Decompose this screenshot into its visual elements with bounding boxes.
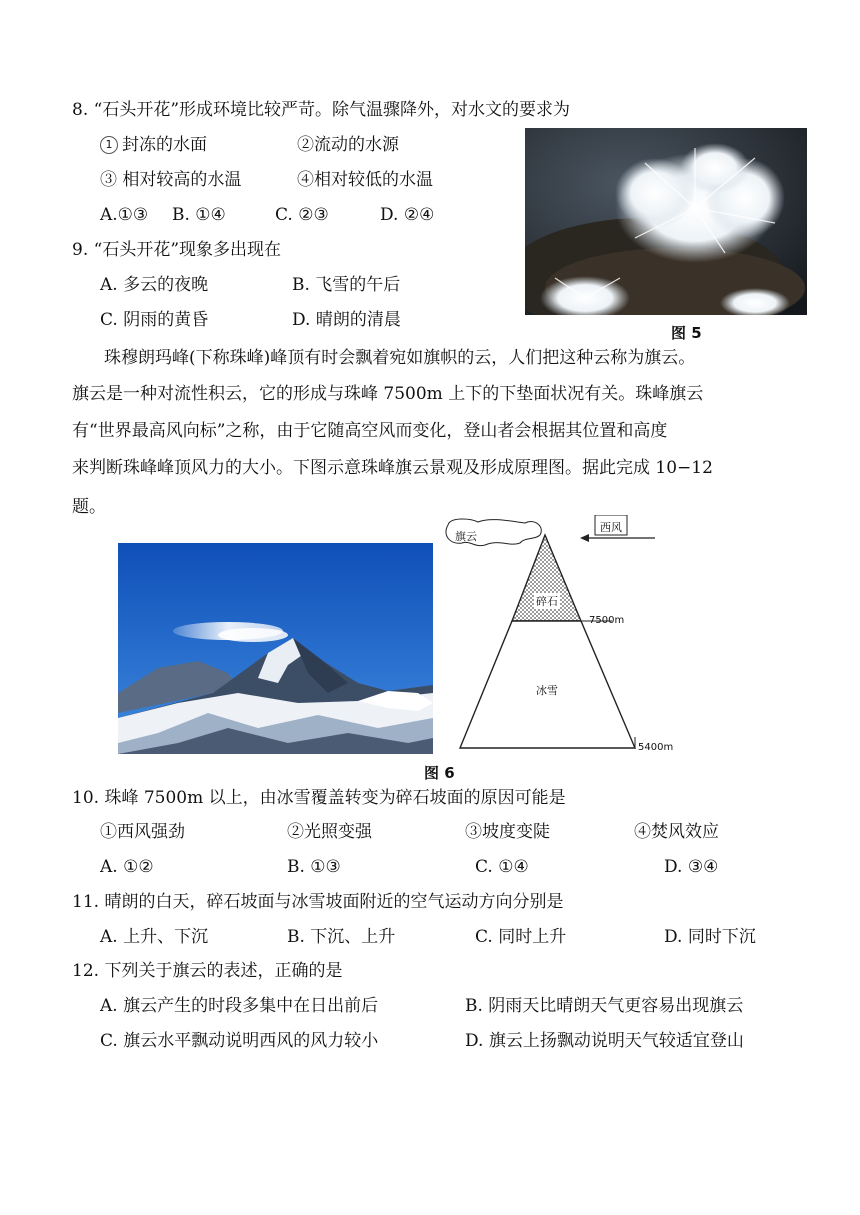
q8-choice-d: D. ②④ (380, 205, 435, 225)
passage-line-3: 有“世界最高风向标”之称，由于它随高空风而变化，登山者会根据其位置和高度 (72, 421, 668, 441)
fig6-caption: 图 6 (424, 764, 455, 782)
q10-stem: 10. 珠峰 7500m 以上，由冰雪覆盖转变为碎石坡面的原因可能是 (72, 788, 566, 808)
q8-item-2: ②流动的水源 (297, 135, 399, 155)
flag-cloud-label: 旗云 (455, 530, 477, 543)
q8-item-1-text: 封冻的水面 (122, 135, 207, 155)
everest-photo (118, 543, 433, 754)
passage-line-1: 珠穆朗玛峰(下称珠峰)峰顶有时会飘着宛如旗帜的云，人们把这种云称为旗云。 (104, 348, 696, 368)
q8-stem: 8. “石头开花”形成环境比较严苛。除气温骤降外，对水文的要求为 (72, 100, 571, 120)
gravel-label: 碎石 (536, 595, 558, 608)
q12-choice-b: B. 阴雨天比晴朗天气更容易出现旗云 (465, 996, 744, 1016)
q10-choice-b: B. ①③ (287, 857, 341, 877)
flag-cloud-diagram (440, 515, 680, 760)
q8-item-3: ③ 相对较高的水温 (100, 170, 242, 190)
q12-choice-a: A. 旗云产生的时段多集中在日出前后 (100, 996, 379, 1016)
passage-line-2: 旗云是一种对流性积云，它的形成与珠峰 7500m 上下的下垫面状况有关。珠峰旗云 (72, 384, 704, 404)
q8-item-4: ④相对较低的水温 (297, 170, 433, 190)
q11-choice-d: D. 同时下沉 (664, 927, 756, 947)
q12-stem: 12. 下列关于旗云的表述，正确的是 (72, 961, 343, 981)
q10-item-1: ①西风强劲 (100, 822, 185, 842)
q11-stem: 11. 晴朗的白天，碎石坡面与冰雪坡面附近的空气运动方向分别是 (72, 892, 564, 912)
west-wind-label: 西风 (600, 521, 622, 534)
q8-choice-a: A.①③ (100, 205, 149, 225)
frost-flower-photo (525, 128, 807, 315)
q8-item-1 (100, 135, 207, 155)
q10-item-3: ③坡度变陡 (465, 822, 550, 842)
passage-line-4: 来判断珠峰峰顶风力的大小。下图示意珠峰旗云景观及形成原理图。据此完成 10−12 (72, 458, 713, 478)
fig5-caption: 图 5 (671, 324, 702, 342)
q10-choice-c: C. ①④ (475, 857, 529, 877)
west-wind-arrowhead (580, 534, 589, 542)
alt-7500-label: 7500m (589, 615, 625, 626)
q11-choice-a: A. 上升、下沉 (100, 927, 209, 947)
alt-5400-label: 5400m (638, 742, 674, 753)
q9-choice-c: C. 阴雨的黄昏 (100, 310, 209, 330)
q11-choice-b: B. 下沉、上升 (287, 927, 396, 947)
q9-choice-d: D. 晴朗的清晨 (292, 310, 401, 330)
q9-stem: 9. “石头开花”现象多出现在 (72, 240, 282, 260)
q10-item-4: ④焚风效应 (634, 822, 719, 842)
ice-snow-label: 冰雪 (536, 684, 558, 697)
q8-item-1-number: 1 (100, 136, 118, 154)
q12-choice-c: C. 旗云水平飘动说明西风的风力较小 (100, 1031, 379, 1051)
q8-choice-c: C. ②③ (275, 205, 329, 225)
q10-choice-a: A. ①② (100, 857, 154, 877)
q9-choice-a: A. 多云的夜晚 (100, 275, 209, 295)
passage-line-5: 题。 (72, 497, 106, 517)
q8-choice-b: B. ①④ (172, 205, 226, 225)
q10-item-2: ②光照变强 (287, 822, 372, 842)
q10-choice-d: D. ③④ (664, 857, 719, 877)
q11-choice-c: C. 同时上升 (475, 927, 567, 947)
q9-choice-b: B. 飞雪的午后 (292, 275, 401, 295)
q12-choice-d: D. 旗云上扬飘动说明天气较适宜登山 (465, 1031, 744, 1051)
